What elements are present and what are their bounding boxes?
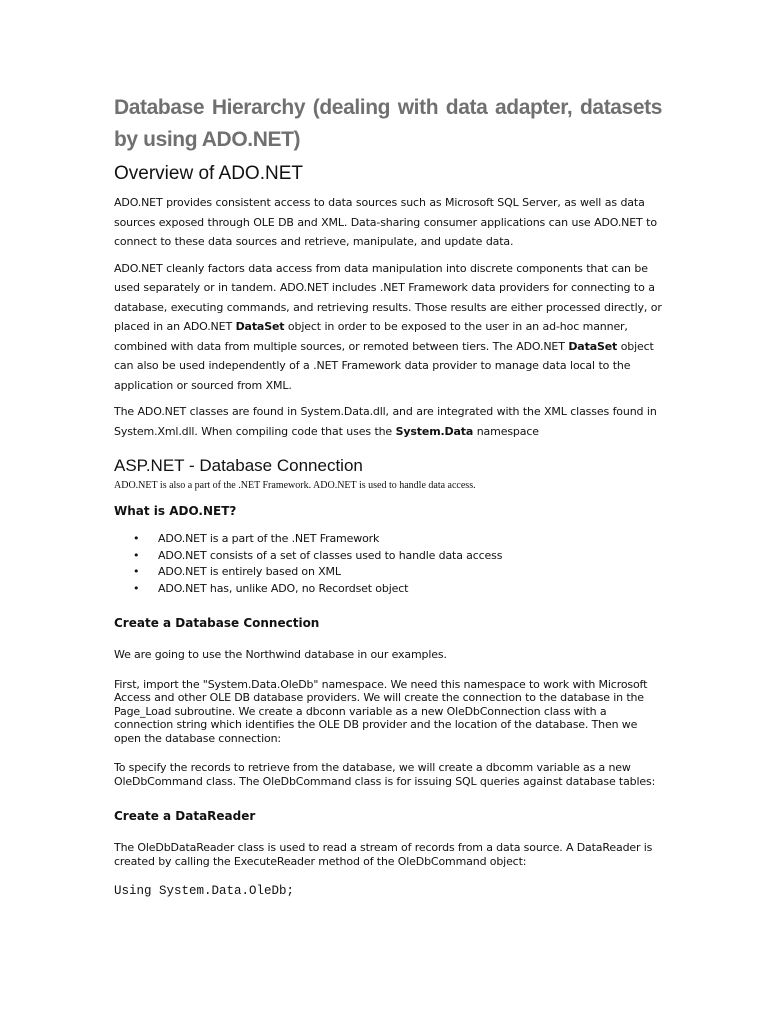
overview-p3-text-1: The ADO.NET classes are found in System.Data.dll, and are integrated with the XML classes found in System.Xml.dll. When compiling code that uses the [114,405,657,438]
dataset-term: DataSet [235,320,285,333]
document-page [114,92,662,899]
list-item: • ADO.NET is entirely based on XML [114,564,662,581]
overview-p2-text-2: object in order to be exposed to the user in an ad-hoc manner, combined with data from multiple sources, or remoted between tiers. The ADO.NET [114,320,628,353]
overview-p2-text-1: ADO.NET cleanly factors data access from data manipulation into discrete components that can be used separately or in tandem. ADO.NET includes .NET Framework data providers for connecting to a database, executing commands, and retrieving results. Those results are either processed directly, or placed in an ADO.NET [114,261,662,333]
connection-paragraph-3: To specify the records to retrieve from the database, we will create a dbcomm variable as a new OleDbCommand class. The OleDbCommand class is for issuing SQL queries against database tables: [114,761,656,788]
code-line: Using System.Data.OleDb; [114,884,295,898]
overview-paragraph-2 [114,259,662,396]
what-is-ado-heading: What is ADO.NET? [114,504,237,518]
list-item: • ADO.NET is a part of the .NET Framework [114,531,662,548]
connection-paragraph-1: We are going to use the Northwind database in our examples. [114,648,447,661]
bullet-icon: • [133,548,140,562]
list-item: • ADO.NET consists of a set of classes used to handle data access [114,548,662,565]
asp-net-intro: ADO.NET is also a part of the .NET Framework. ADO.NET is used to handle data access. [114,480,476,491]
bullet-icon: • [133,565,140,578]
ado-features-list [114,531,662,597]
create-connection-heading: Create a Database Connection [114,616,320,630]
connection-paragraph-2: First, import the "System.Data.OleDb" namespace. We need this namespace to work with Microsoft Access and other OLE DB database providers. We will create the connection to the database in the Page_Load subroutine. We create a dbconn variable as a new OleDbConnection class with a connection string which identifies the OLE DB provider and the location of the database. Then we open the database connection: [114,677,648,745]
overview-p3-text-2: namespace [473,424,539,438]
overview-paragraph-1: ADO.NET provides consistent access to data sources such as Microsoft SQL Server, as well as data sources exposed through OLE DB and XML. Data-sharing consumer applications can use ADO.NET to connect to these data sources and retrieve, manipulate, and update data. [114,196,657,248]
asp-net-heading: ASP.NET - Database Connection [114,456,363,475]
overview-heading: Overview of ADO.NET [114,163,303,184]
bullet-icon: • [133,581,140,595]
bullet-icon: • [133,532,140,545]
datareader-paragraph: The OleDbDataReader class is used to read a stream of records from a data source. A DataReader is created by calling the ExecuteReader method of the OleDbCommand object: [114,841,653,868]
list-item: • ADO.NET has, unlike ADO, no Recordset object [114,581,662,598]
document-title: Database Hierarchy (dealing with data adapter, datasets by using ADO.NET) [114,96,662,151]
create-datareader-heading: Create a DataReader [114,809,256,823]
overview-p2-text-3: object can also be used independently of a .NET Framework data provider to manage data local to the application or sourced from XML. [114,339,654,392]
dataset-term: DataSet [568,339,618,353]
system-data-term: System.Data [395,424,474,438]
overview-paragraph-3 [114,402,662,441]
